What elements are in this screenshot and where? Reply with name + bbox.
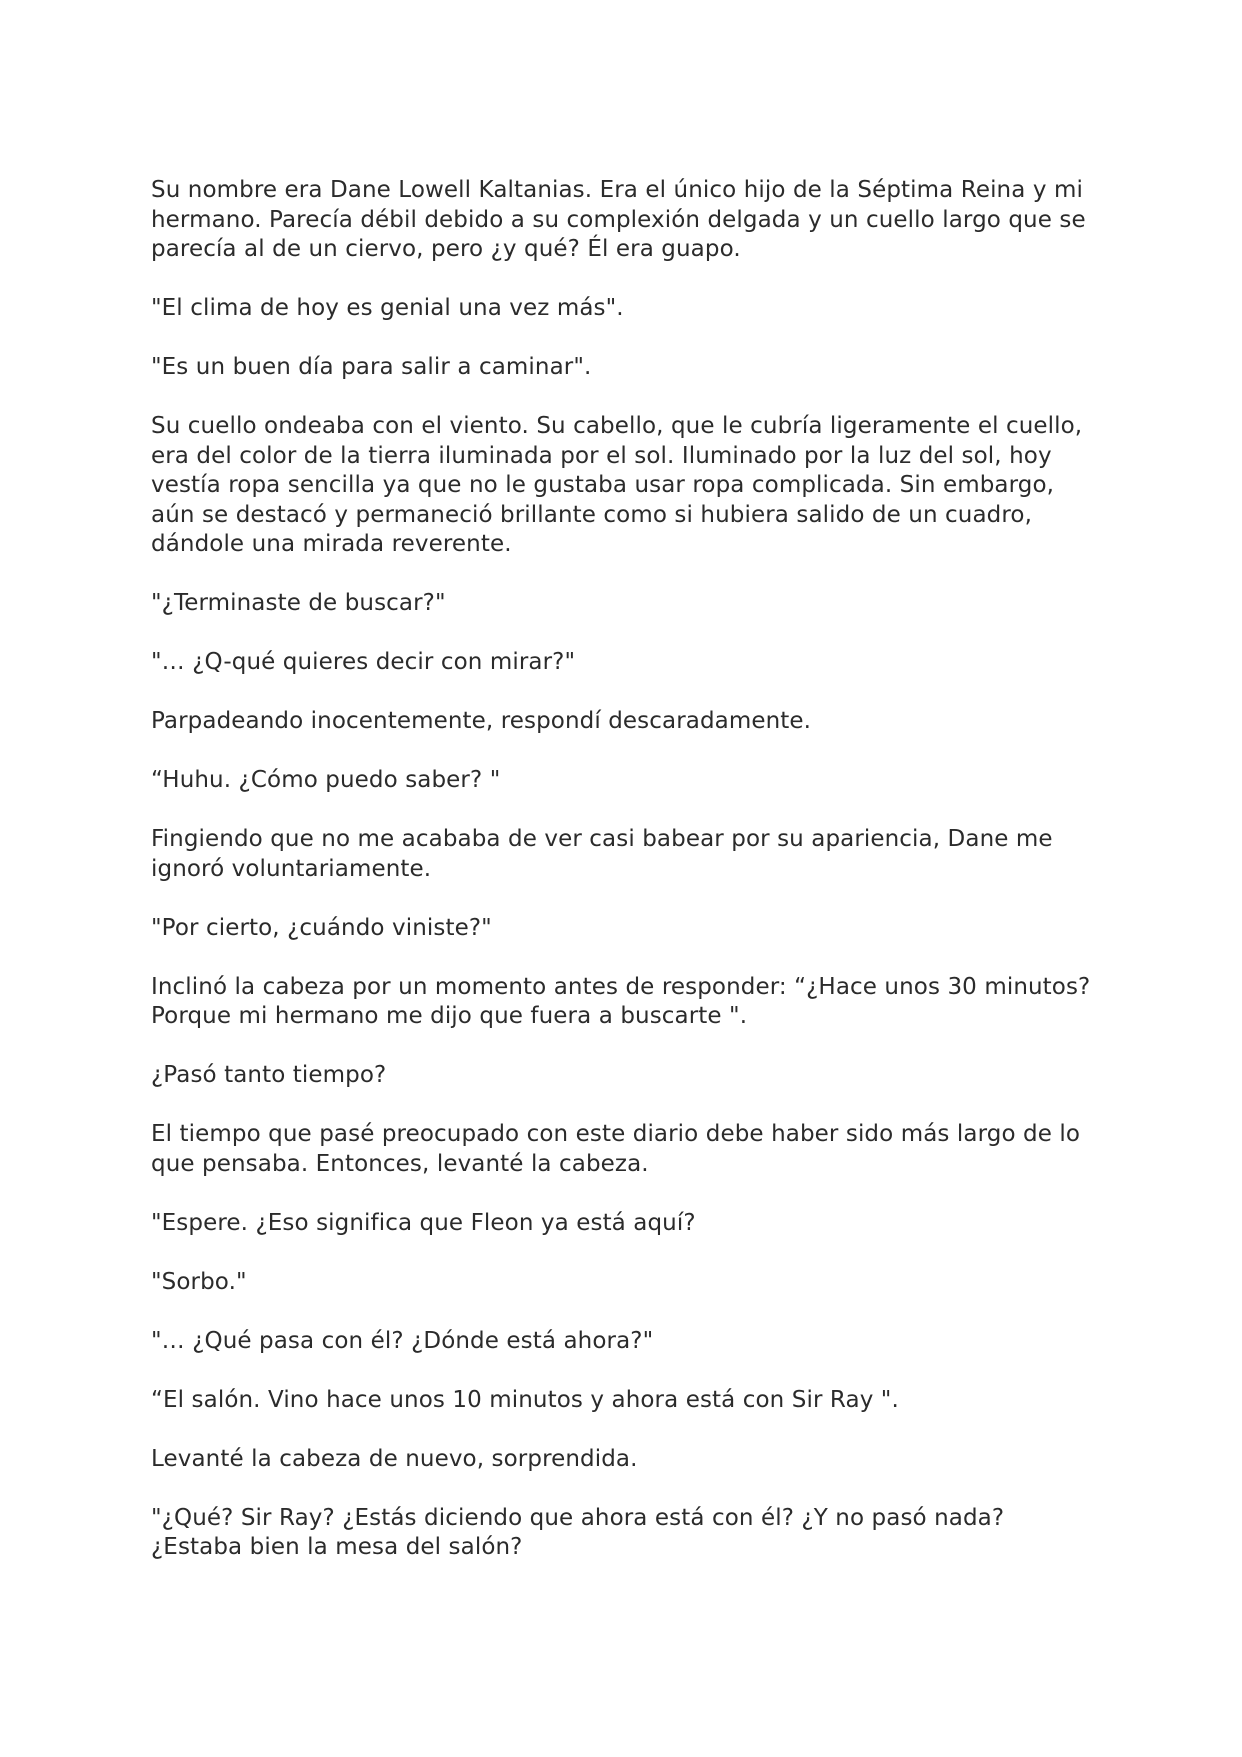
paragraph: Fingiendo que no me acababa de ver casi babear por su apariencia, Dane me ignoró voluntariamente. (151, 826, 1053, 882)
paragraph: "¿Terminaste de buscar?" (151, 590, 446, 616)
paragraph: "¿Qué? Sir Ray? ¿Estás diciendo que ahora está con él? ¿Y no pasó nada? ¿Estaba bien la mesa del salón? (151, 1504, 1005, 1560)
paragraph: Levanté la cabeza de nuevo, sorprendida. (151, 1445, 638, 1472)
paragraph: “Huhu. ¿Cómo puedo saber? " (151, 767, 501, 793)
paragraph: Inclinó la cabeza por un momento antes de responder: “¿Hace unos 30 minutos? Porque mi hermano me dijo que fuera a buscarte ". (151, 973, 1091, 1029)
paragraph: Parpadeando inocentemente, respondí descaradamente. (151, 708, 812, 734)
paragraph: ¿Pasó tanto tiempo? (151, 1062, 387, 1088)
paragraph: "… ¿Q-qué quieres decir con mirar?" (151, 649, 576, 675)
paragraph: Su nombre era Dane Lowell Kaltanias. Era el único hijo de la Séptima Reina y mi hermano. Parecía débil debido a su complexión delgada y un cuello largo que se parecía al de un ciervo, pero ¿y qué? Él era guapo. (151, 177, 1086, 262)
paragraph: "El clima de hoy es genial una vez más". (151, 295, 624, 321)
paragraph: “El salón. Vino hace unos 10 minutos y ahora está con Sir Ray ". (151, 1386, 899, 1413)
paragraph: "Es un buen día para salir a caminar". (151, 354, 592, 380)
body-text (151, 176, 1101, 1592)
paragraph: "Por cierto, ¿cuándo viniste?" (151, 914, 492, 941)
paragraph: El tiempo que pasé preocupado con este diario debe haber sido más largo de lo que pensaba. Entonces, levanté la cabeza. (151, 1121, 1081, 1177)
paragraph: "… ¿Qué pasa con él? ¿Dónde está ahora?" (151, 1327, 654, 1354)
paragraph: "Espere. ¿Eso significa que Fleon ya está aquí? (151, 1209, 696, 1236)
paragraph: Su cuello ondeaba con el viento. Su cabello, que le cubría ligeramente el cuello, era del color de la tierra iluminada por el sol. Iluminado por la luz del sol, hoy vestía ropa sencilla ya que no le gustaba usar ropa complicada. Sin embargo, aún se destacó y permaneció brillante como si hubiera salido de un cuadro, dándole una mirada reverente. (151, 413, 1083, 557)
paragraph: "Sorbo." (151, 1268, 247, 1295)
